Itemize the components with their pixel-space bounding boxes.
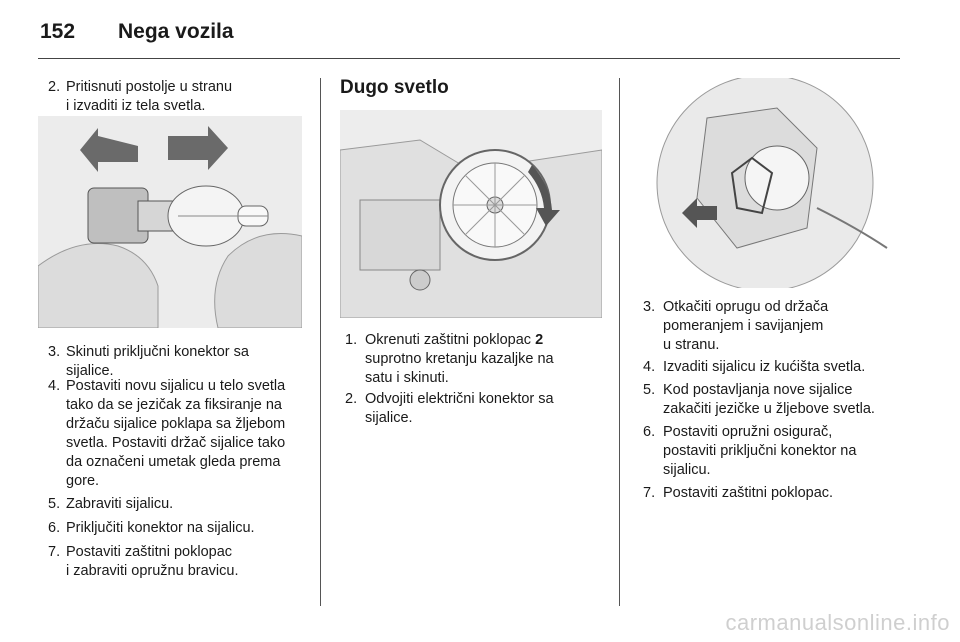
step-number: 4. xyxy=(643,359,656,375)
step-text-line: u stranu. xyxy=(663,337,720,353)
step-6 xyxy=(48,519,308,539)
step-text-line: Postaviti opružni osigurač, xyxy=(663,424,833,440)
step-text-line: gore. xyxy=(66,473,100,489)
step-text-line: Postaviti zaštitni poklopac xyxy=(66,544,233,560)
step-number: 6. xyxy=(643,424,656,440)
step-text-line: Zabraviti sijalicu. xyxy=(66,496,174,512)
step-text-line: Izvaditi sijalicu iz kućišta svetla. xyxy=(663,359,866,375)
step-text-line: Postaviti zaštitni poklopac. xyxy=(663,485,834,501)
section-heading: Dugo svetlo xyxy=(340,77,449,98)
step-text-line: Priključiti konektor na sijalicu. xyxy=(66,520,255,536)
middle-step-1 xyxy=(345,331,607,391)
step-text-line: pomeranjem i savijanjem xyxy=(663,318,824,334)
right-step-5 xyxy=(643,381,905,421)
step-text-line: tako da se jezičak za fiksiranje na xyxy=(66,397,282,413)
right-step-3 xyxy=(643,298,905,358)
middle-step-2 xyxy=(345,390,607,430)
step-text-line: Otkačiti oprugu od držača xyxy=(663,299,829,315)
step-number: 7. xyxy=(643,485,656,501)
step-text-line: sijalicu. xyxy=(663,462,711,478)
right-step-7 xyxy=(643,484,905,504)
headlamp-cover-illustration xyxy=(340,110,602,318)
step-7 xyxy=(48,543,308,583)
watermark: carmanualsonline.info xyxy=(725,610,950,635)
step-text-line: da označeni umetak gleda prema xyxy=(66,454,281,470)
page-number: 152 xyxy=(40,20,76,43)
step-4 xyxy=(48,377,310,493)
step-text-line: držaču sijalice poklapa sa žljebom xyxy=(66,416,286,432)
step-text-line: Kod postavljanja nove sijalice xyxy=(663,382,853,398)
step-number: 2. xyxy=(345,391,358,407)
column-divider-1 xyxy=(320,78,321,606)
step-text-line: satu i skinuti. xyxy=(365,370,449,386)
bulb-spring-illustration xyxy=(637,78,899,288)
step-text-line: svetla. Postaviti držač sijalice tako xyxy=(66,435,286,451)
step-number: 2. xyxy=(48,79,61,95)
step-text-line: Pritisnuti postolje u stranu xyxy=(66,79,233,95)
step-text-line: zakačiti jezičke u žljebove svetla. xyxy=(663,401,875,417)
step-text-line: sijalice. xyxy=(66,363,114,379)
step-number: 3. xyxy=(643,299,656,315)
cover-reference-number: 2 xyxy=(535,332,544,348)
step-5 xyxy=(48,495,308,515)
step-number: 7. xyxy=(48,544,61,560)
step-text-line: Odvojiti električni konektor sa xyxy=(365,391,554,407)
step-number: 5. xyxy=(48,496,61,512)
bulb-removal-illustration xyxy=(38,116,302,328)
step-text-line: Postaviti novu sijalicu u telo svetla xyxy=(66,378,286,394)
step-text-line: suprotno kretanju kazaljke na xyxy=(365,351,554,367)
step-text-line: Skinuti priključni konektor sa xyxy=(66,344,249,360)
step-text-line: sijalice. xyxy=(365,410,413,426)
step-number: 4. xyxy=(48,378,61,394)
column-divider-2 xyxy=(619,78,620,606)
right-step-4 xyxy=(643,358,905,378)
step-text-line xyxy=(365,331,543,350)
right-step-6 xyxy=(643,423,905,483)
header-rule xyxy=(38,58,900,59)
step-number: 1. xyxy=(345,332,358,348)
step-text-line: i izvaditi iz tela svetla. xyxy=(66,98,206,114)
step-number: 6. xyxy=(48,520,61,536)
step-number: 3. xyxy=(48,344,61,360)
step-text-line: i zabraviti opružnu bravicu. xyxy=(66,563,239,579)
step-text-line: postaviti priključni konektor na xyxy=(663,443,857,459)
intro-step xyxy=(48,78,308,118)
step-text: Okrenuti zaštitni poklopac xyxy=(365,332,536,348)
page-title: Nega vozila xyxy=(118,20,234,43)
step-number: 5. xyxy=(643,382,656,398)
